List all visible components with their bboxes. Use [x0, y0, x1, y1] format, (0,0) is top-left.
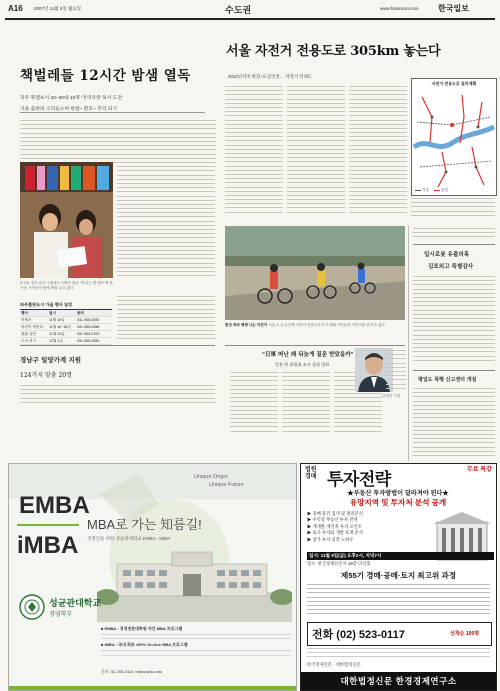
auction-title: 투자전략: [327, 470, 391, 489]
auction-phone-box[interactable]: [307, 622, 492, 646]
legend-existing: 기존: [422, 188, 429, 192]
emba-slogan-box: [87, 514, 287, 542]
right-headline-3: 평일도 폭행 신고센터 개설: [418, 377, 477, 383]
emba-logo: EMBA: [19, 492, 90, 519]
emba-divider: [17, 524, 79, 526]
auction-bullet-item: ▶ 재개발·재건축 투자 포인트: [307, 523, 362, 529]
map-legend: [415, 188, 448, 193]
subsidy-article: [20, 355, 110, 379]
program-imba-details: [101, 650, 291, 655]
book-headline: 책벌레들 12시간 밤샘 열독: [20, 68, 191, 84]
book-article-header: [20, 64, 205, 113]
section-name: 수도권: [225, 5, 252, 15]
book-body-text-1: [20, 120, 216, 166]
subsidy-body-text: [20, 385, 215, 406]
bike-body-col-3: [349, 86, 407, 216]
column-subhead: 일본 한 위원회 조사 결과 발표: [275, 362, 330, 367]
right-rule-1: [413, 244, 495, 245]
emba-sub-slogan: 직장인을 위한 성균관대학교 EMBA · iMBA: [87, 536, 171, 541]
school-seal-icon: [19, 594, 45, 620]
bike-headline: 서울 자전거 전용도로 305km 놓는다: [226, 44, 441, 59]
column-author: 김재진 기자: [382, 394, 401, 398]
table-body: [20, 310, 112, 345]
auction-ad[interactable]: [300, 463, 497, 691]
book-schedule-table: [20, 302, 112, 345]
issue-date: 2007년 11월 5일 월요일: [34, 6, 82, 11]
table-cell: 문의: [76, 311, 84, 315]
page-number: A16: [8, 4, 23, 13]
table-row: [20, 331, 112, 338]
auction-bullet-item: ▶ 상가 투자 실전 노하우: [307, 536, 354, 542]
table-cell: 북캠프: [21, 318, 32, 322]
right-body-1: [413, 276, 495, 364]
program-emba: ■ EMBA : 경영전문대학원 야간 MBA 프로그램: [101, 626, 183, 631]
emba-contact[interactable]: 문의: 02-760-0114 / www.skku.edu: [101, 669, 163, 674]
auction-top-left: 법원 경매: [305, 467, 317, 480]
bike-caption-title: 한강 따라 쌩쌩 나는 자전거: [225, 323, 268, 327]
right-body-2: [413, 388, 495, 459]
bike-riders-photo: [225, 226, 405, 320]
emba-ad[interactable]: [8, 463, 297, 691]
right-body-top: [413, 228, 495, 241]
book-readers-photo: [20, 162, 113, 278]
school-name: 성균관대학교: [49, 598, 102, 608]
right-column-divider: [408, 226, 409, 461]
table-cell: 031-955-0050: [76, 339, 100, 343]
campus-building-image: [97, 542, 292, 622]
table-row: [20, 324, 112, 331]
bike-route-map: [411, 78, 497, 196]
program-emba-details: [101, 634, 291, 639]
table-cell: 어린이 책잔치: [21, 325, 43, 329]
table-cell: 출판 강연: [21, 332, 36, 336]
auction-course: 제55기 경매·공매·토지 최고위 과정: [340, 571, 457, 580]
map-title: 자전거 전용도로 설치계획: [431, 81, 477, 86]
auction-footer: 대한법정신문 한경경제연구소: [301, 672, 496, 690]
column-rule: [225, 345, 405, 346]
subsidy-rule: [20, 345, 215, 346]
table-row: [20, 338, 112, 345]
school-dept: 경영학부: [49, 612, 73, 618]
paper-logo: 한국일보: [438, 4, 469, 13]
table-cell: 031-955-0050: [76, 318, 100, 322]
column-body-col-4: [386, 350, 406, 392]
book-subhead-2: 가을 출판의 소리들으며 한밤~ 환호~ 추억 되기: [20, 107, 118, 112]
auction-phone-note: 선착순 100명: [450, 631, 480, 637]
right-headline-1: 입시로봇 유출의혹: [424, 252, 470, 258]
bike-body-col-1: [225, 86, 283, 216]
auction-date-line: 일시: 11월 9일(금) 오후2시, 저녁7시: [307, 552, 494, 560]
book-body-text-2: [117, 162, 215, 279]
bike-kicker: 2010년까지 한강~도심연결… 자전거 길대도: [228, 74, 313, 79]
subsidy-subhead: 124가지 맞춤 20명: [20, 372, 72, 379]
program-info: [101, 626, 291, 659]
masthead-rule: [5, 18, 495, 20]
right-rule-2: [413, 370, 495, 371]
book-photo-caption: 2~3일 경기 파주시 출판도시에서 열린 '책 읽는 밤 캠프'에 참가한 시민들이 밤새 책을 읽고 있다.: [20, 281, 113, 290]
right-headline-2: 김포외고 특별감사: [428, 264, 474, 270]
auction-bullet-item: ▶ 수익형 부동산 투자 전략: [307, 517, 358, 523]
column-body-col-1: [230, 372, 278, 435]
emba-bottom-bar: [9, 686, 296, 690]
column-body-col-2: [282, 372, 330, 435]
book-body-text-3: [117, 296, 215, 342]
auction-details: [307, 584, 490, 618]
imba-logo: iMBA: [17, 532, 79, 559]
auction-subline: ★부동산 투자방법이 달라져야 된다★: [347, 490, 449, 497]
emba-tagline-1: Unique Origin: [194, 474, 228, 480]
table-cell: 11월 16~18일: [48, 325, 71, 329]
emba-slogan: MBA로 가는 知름길!: [87, 517, 202, 532]
book-subhead-1: 파주 북캠프서 20~30대 10명 '지역사랑 독서 도전': [20, 96, 123, 101]
map-graphic: [412, 87, 496, 191]
legend-swatch-existing: [415, 190, 421, 191]
table-cell: 031-955-0088: [76, 325, 100, 329]
table-cell: 11월 10일: [48, 318, 65, 322]
auction-bottom-line: 한국경제신문 · 대한법정신문: [307, 662, 361, 667]
legend-swatch-new: [434, 190, 440, 191]
table-header-row: [20, 310, 112, 317]
masthead: [0, 0, 500, 18]
program-imba: ■ iMBA : 국내 최초 100% On-line MBA 프로그램: [101, 642, 188, 648]
auction-top-right: 무료 특강: [467, 467, 492, 473]
table-title: 파주출판도시 가을 행사 일정: [20, 302, 112, 310]
auction-bullet-item: ▶ 토지 투자와 개발 호재 분석: [307, 530, 363, 536]
table-cell: 12월 1일: [48, 339, 63, 343]
column-headline: "日軍 떠난 왜 뒤늦게 질문 받았을까": [262, 352, 354, 358]
website-link[interactable]: www.hankooki.com: [380, 6, 419, 11]
bike-body-col-2: [287, 86, 345, 216]
auction-subline-2: 유망지역 및 투자처 분석 공개: [349, 498, 447, 507]
table-row: [20, 317, 112, 324]
subsidy-headline: 경남구 일양가계 지원: [20, 356, 82, 364]
auction-fine-print: [307, 648, 490, 661]
auction-bullet-item: ▶ 경매 물건 검색 및 권리분석: [307, 511, 363, 516]
bike-caption-text: 서울 도심 곳곳에 자전거 전용도로가 조성돼 시민들이 자전거를 즐기고 있다.: [268, 323, 386, 327]
table-cell: 일시: [48, 311, 56, 315]
auction-phone[interactable]: 전화 (02) 523-0117: [312, 629, 405, 641]
bike-body-col-4: [411, 198, 495, 219]
table-cell: 031-955-0700: [76, 332, 100, 336]
legend-new: 신설: [440, 188, 448, 192]
auction-bullet-list: [307, 511, 427, 543]
table-cell: 행사: [21, 311, 28, 315]
table-cell: 11월 24일: [48, 332, 65, 336]
auction-place-line: 장소: 한국경제신문사 18층 다산홀: [307, 561, 371, 566]
emba-tagline-2: Unique Future: [209, 482, 244, 488]
table-cell: 도서 전시: [21, 339, 36, 343]
